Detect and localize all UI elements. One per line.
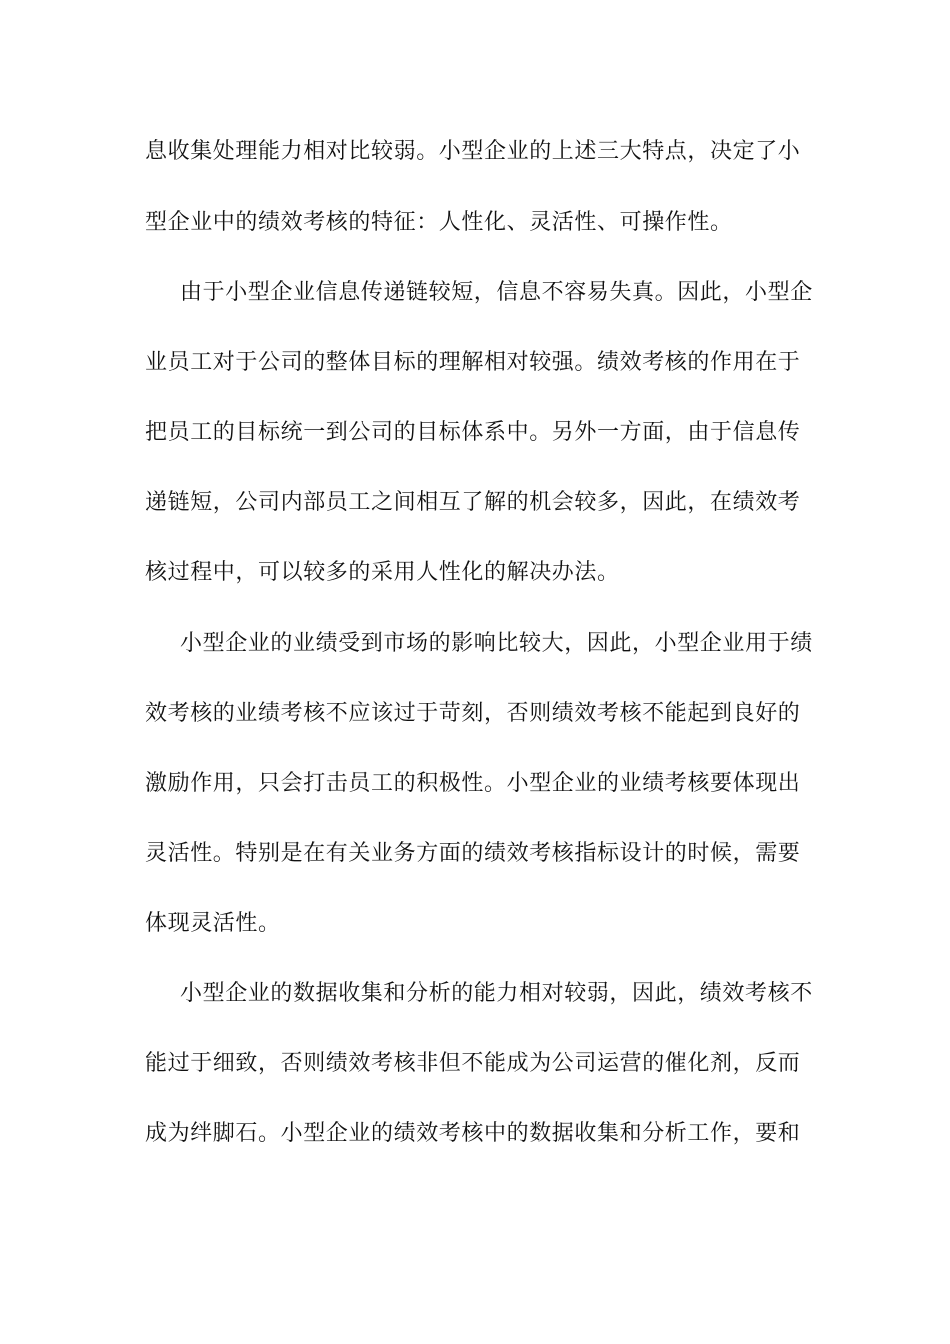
text-line: 型企业中的绩效考核的特征：人性化、灵活性、可操作性。 [145,210,733,235]
text-line: 递链短，公司内部员工之间相互了解的机会较多，因此，在绩效考 [145,490,801,515]
text-line: 息收集处理能力相对比较弱。小型企业的上述三大特点，决定了小 [145,139,801,164]
text-line: 能过于细致，否则绩效考核非但不能成为公司运营的催化剂，反而 [145,1051,801,1076]
paragraph-start-line: 小型企业的数据收集和分析的能力相对较弱，因此，绩效考核不 [180,981,813,1006]
text-line: 成为绊脚石。小型企业的绩效考核中的数据收集和分析工作，要和 [145,1121,801,1146]
paragraph-start-line: 由于小型企业信息传递链较短，信息不容易失真。因此，小型企 [180,280,813,305]
paragraph-start-line: 小型企业的业绩受到市场的影响比较大，因此，小型企业用于绩 [180,631,813,656]
text-line: 体现灵活性。 [145,911,281,936]
text-line: 效考核的业绩考核不应该过于苛刻，否则绩效考核不能起到良好的 [145,701,801,726]
text-line: 把员工的目标统一到公司的目标体系中。另外一方面，由于信息传 [145,420,801,445]
text-line: 业员工对于公司的整体目标的理解相对较强。绩效考核的作用在于 [145,350,801,375]
text-line: 核过程中，可以较多的采用人性化的解决办法。 [145,560,620,585]
text-line: 灵活性。特别是在有关业务方面的绩效考核指标设计的时候，需要 [145,841,801,866]
text-line: 激励作用，只会打击员工的积极性。小型企业的业绩考核要体现出 [145,771,801,796]
